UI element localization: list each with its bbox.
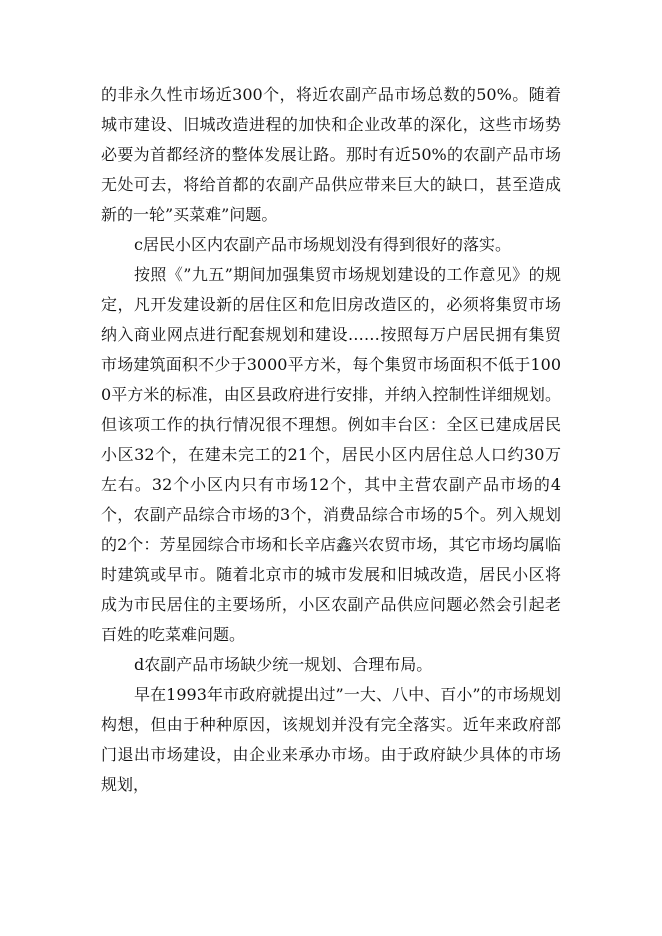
paragraph-body-d: 早在1993年市政府就提出过”一大、八中、百小”的市场规划构想，但由于种种原因，该规划并没有完全落实。近年来政府部门退出市场建设，由企业来承办市场。由于政府缺少具体的市场规划， [101, 685, 561, 794]
paragraph-body-c: 按照《”九五”期间加强集贸市场规划建设的工作意见》的规定，凡开发建设新的居住区和危旧房改造区的，必须将集贸市场纳入商业网点进行配套规划和建设……按照每万户居民拥有集贸市场建筑面积不少于3000平方米，每个集贸市场面积不低于1000平方米的标准，由区县政府进行安排，并纳入控制性详细规划。但该项工作的执行情况很不理想。例如丰台区：全区已建成居民小区32个，在建未完工的21个，居民小区内居住总人口约30万左右。32个小区内只有市场12个，其中主营农副产品市场的4个，农副产品综合市场的3个，消费品综合市场的5个。列入规划的2个：芳星园综合市场和长辛店鑫兴农贸市场，其它市场均属临时建筑或早市。随着北京市的城市发展和旧城改造，居民小区将成为市民居住的主要场所，小区农副产品供应问题必然会引起老百姓的吃菜难问题。 [101, 265, 561, 644]
document-body [101, 80, 561, 800]
paragraph-heading-c: c居民小区内农副产品市场规划没有得到很好的落实。 [134, 235, 511, 254]
paragraph-continuation: 的非永久性市场近300个，将近农副产品市场总数的50%。随着城市建设、旧城改造进程的加快和企业改革的深化，这些市场势必要为首都经济的整体发展让路。那时有近50%的农副产品市场无处可去，将给首都的农副产品供应带来巨大的缺口，甚至造成新的一轮”买菜难”问题。 [101, 85, 561, 224]
paragraph-heading-d: d农副产品市场缺少统一规划、合理布局。 [134, 655, 433, 674]
